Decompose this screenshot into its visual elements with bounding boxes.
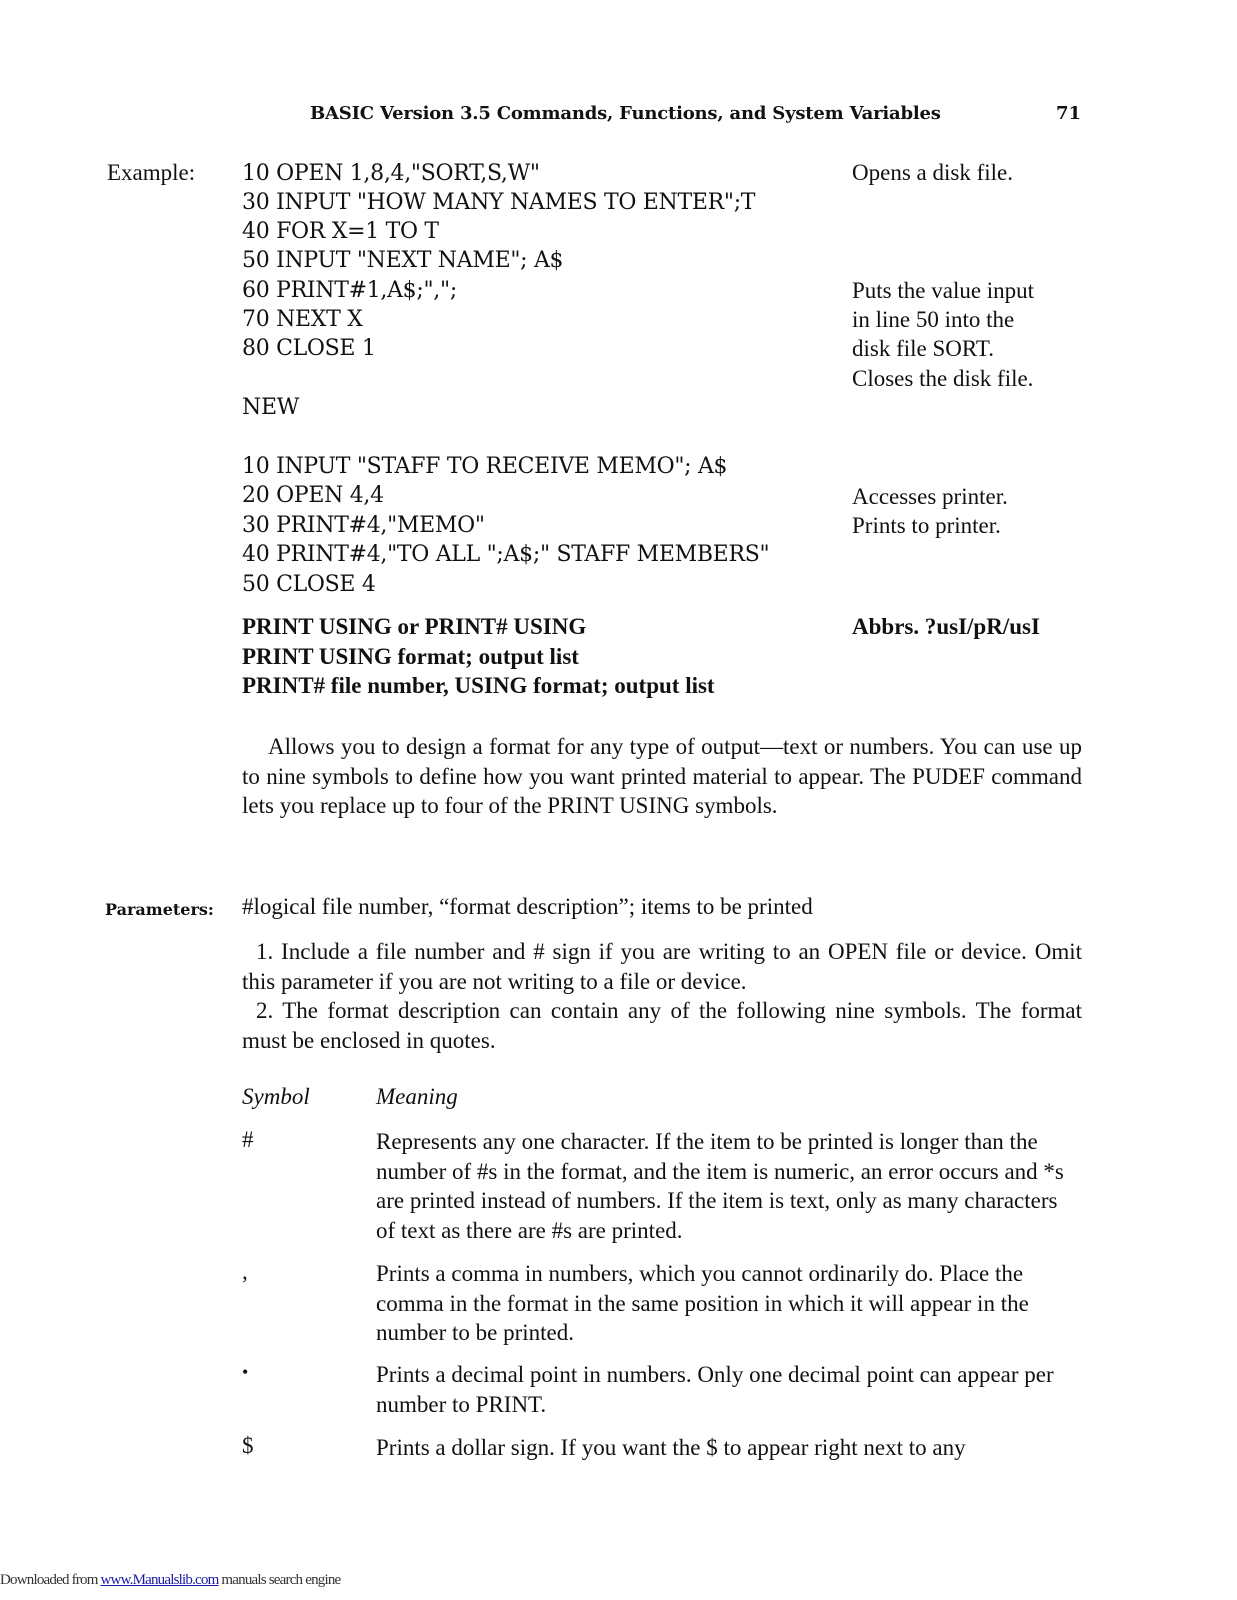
table-meaning: Prints a decimal point in numbers. Only one decimal point can appear per number to PRINT. — [376, 1362, 1054, 1417]
code-comment: in line 50 into the — [852, 307, 1015, 332]
code-comment: Accesses printer. — [852, 484, 1008, 509]
parameter-item — [242, 937, 1082, 996]
table-header-symbol: Symbol — [242, 1084, 310, 1109]
table-symbol: # — [242, 1127, 254, 1152]
code-line: 50 CLOSE 4 — [242, 572, 376, 597]
command-syntax: PRINT# file number, USING format; output list — [242, 673, 715, 698]
example-label: Example: — [107, 160, 196, 185]
code-line: 30 INPUT "HOW MANY NAMES TO ENTER";T — [242, 190, 756, 215]
page-number: 71 — [1056, 103, 1082, 124]
parameter-item-text: 2. The format description can contain any of the following nine symbols. The format must be enclosed in quotes. — [242, 998, 1082, 1053]
code-line: 40 PRINT#4,"TO ALL ";A$;" STAFF MEMBERS" — [242, 542, 770, 567]
code-line: 40 FOR X=1 TO T — [242, 219, 439, 244]
footer-suffix: manuals search engine — [218, 1572, 341, 1588]
code-comment: Closes the disk file. — [852, 366, 1034, 391]
parameter-item-text: 1. Include a file number and # sign if you are writing to an OPEN file or device. Omit this parameter if you are not writing to a file or device. — [242, 939, 1082, 994]
download-footer — [0, 1572, 340, 1589]
code-line: 50 INPUT "NEXT NAME"; A$ — [242, 248, 564, 273]
footer-prefix: Downloaded from — [0, 1572, 101, 1588]
table-meaning: Prints a dollar sign. If you want the $ to appear right next to any — [376, 1435, 966, 1460]
table-symbol: • — [242, 1362, 249, 1382]
code-comment: disk file SORT. — [852, 336, 994, 361]
parameters-text: #logical file number, “format description”; items to be printed — [242, 894, 813, 919]
command-abbreviations: Abbrs. ?usI/pR/usI — [852, 614, 1040, 639]
table-meaning: Represents any one character. If the item to be printed is longer than the number of #s in the format, and the item is numeric, an error occurs and *s are printed instead of numbers. If the item is text, only as many characters of text as there are #s are printed. — [376, 1129, 1064, 1243]
code-line: 80 CLOSE 1 — [242, 336, 376, 361]
code-comment: Opens a disk file. — [852, 160, 1013, 185]
code-line: 30 PRINT#4,"MEMO" — [242, 513, 485, 538]
table-header-meaning: Meaning — [376, 1084, 458, 1109]
table-symbol: $ — [242, 1433, 254, 1458]
table-meaning: Prints a comma in numbers, which you cannot ordinarily do. Place the comma in the format in the same position in which it will appear in the number to be printed. — [376, 1261, 1029, 1345]
code-comment: Prints to printer. — [852, 513, 1001, 538]
running-head: BASIC Version 3.5 Commands, Functions, and System Variables — [310, 103, 941, 124]
code-line-new: NEW — [242, 395, 300, 420]
code-comment: Puts the value input — [852, 278, 1035, 303]
code-line: 10 INPUT "STAFF TO RECEIVE MEMO"; A$ — [242, 454, 728, 479]
description-paragraph — [242, 732, 1082, 821]
parameter-item — [242, 996, 1082, 1055]
manualslib-link[interactable]: www.Manualslib.com — [100, 1572, 219, 1588]
code-line: 60 PRINT#1,A$;","; — [242, 278, 457, 303]
code-line: 10 OPEN 1,8,4,"SORT,S,W" — [242, 161, 540, 186]
description-text: Allows you to design a format for any type of output—text or numbers. You can use up to nine symbols to define how you want printed material to appear. The PUDEF command lets you replace up to four of the PRINT USING symbols. — [242, 734, 1082, 818]
command-name: PRINT USING or PRINT# USING — [242, 614, 587, 639]
code-line: 70 NEXT X — [242, 307, 363, 332]
code-line: 20 OPEN 4,4 — [242, 483, 384, 508]
command-syntax: PRINT USING format; output list — [242, 644, 579, 669]
parameters-label: Parameters: — [105, 900, 214, 919]
table-symbol: , — [242, 1259, 248, 1284]
